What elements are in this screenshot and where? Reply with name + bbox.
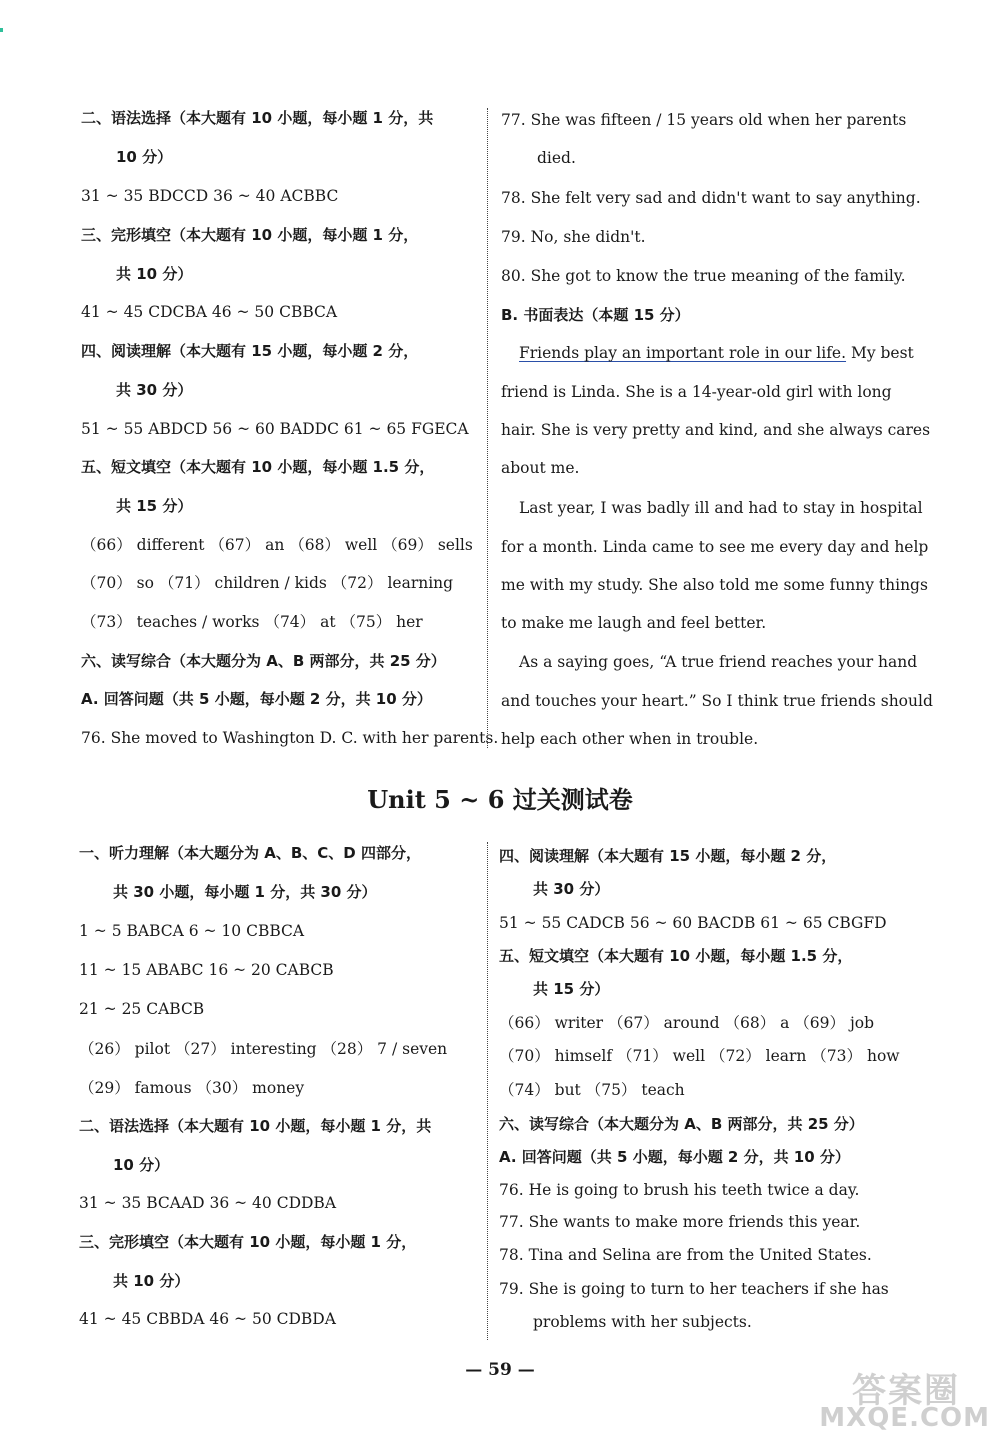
essay-line: to make me laugh and feel better. bbox=[501, 614, 767, 632]
answer-line: 76. She moved to Washington D. C. with her parents. bbox=[81, 729, 499, 747]
answer-line: 41 ~ 45 CBBDA 46 ~ 50 CDBDA bbox=[79, 1310, 336, 1328]
section-heading: 三、完形填空（本大题有 10 小题，每小题 1 分， bbox=[79, 1233, 417, 1251]
essay-line: hair. She is very pretty and kind, and she always cares bbox=[501, 421, 931, 439]
section-heading: 共 30 分） bbox=[116, 381, 193, 399]
essay-line: friend is Linda. She is a 14-year-old girl with long bbox=[501, 383, 892, 401]
section-heading: 四、阅读理解（本大题有 15 小题，每小题 2 分， bbox=[81, 342, 419, 360]
answer-line: （73） teaches / works （74） at （75） her bbox=[81, 613, 423, 631]
answer-line: 41 ~ 45 CDCBA 46 ~ 50 CBBCA bbox=[81, 303, 338, 321]
answer-line: （66） different （67） an （68） well （69） sells bbox=[81, 536, 473, 554]
answer-line: （74） but （75） teach bbox=[499, 1081, 685, 1099]
answer-line: 77. She was fifteen / 15 years old when her parents bbox=[501, 111, 907, 129]
answer-line: 31 ~ 35 BCAAD 36 ~ 40 CDDBA bbox=[79, 1194, 337, 1212]
answer-line: 78. She felt very sad and didn't want to say anything. bbox=[501, 189, 921, 207]
section-heading: 共 15 分） bbox=[533, 980, 610, 998]
answer-line: 79. No, she didn't. bbox=[501, 228, 646, 246]
unit-title: Unit 5 ~ 6 过关测试卷 bbox=[367, 785, 633, 814]
answer-line: 77. She wants to make more friends this year. bbox=[499, 1213, 861, 1231]
section-heading: 二、语法选择（本大题有 10 小题，每小题 1 分，共 bbox=[79, 1117, 432, 1135]
answer-line: 31 ~ 35 BDCCD 36 ~ 40 ACBBC bbox=[81, 187, 339, 205]
section-heading: 共 30 分） bbox=[533, 880, 610, 898]
section-heading: 共 10 分） bbox=[116, 265, 193, 283]
section-heading: 共 30 小题，每小题 1 分，共 30 分） bbox=[113, 883, 377, 901]
answer-line: problems with her subjects. bbox=[533, 1313, 752, 1331]
section-heading: 六、读写综合（本大题分为 A、B 两部分，共 25 分） bbox=[499, 1115, 864, 1133]
page-number: — 59 — bbox=[465, 1360, 535, 1380]
answer-line: died. bbox=[537, 149, 576, 167]
essay-topic-sentence: Friends play an important role in our life. bbox=[519, 344, 847, 362]
section-heading: 10 分） bbox=[113, 1156, 170, 1174]
watermark-top: 答案圈 bbox=[852, 1371, 960, 1411]
essay-line: As a saying goes, “A true friend reaches your hand bbox=[519, 653, 918, 671]
answer-line: 79. She is going to turn to her teachers if she has bbox=[499, 1280, 889, 1298]
section-heading: 三、完形填空（本大题有 10 小题，每小题 1 分， bbox=[81, 226, 419, 244]
watermark-logo bbox=[790, 1363, 990, 1433]
answer-line: （66） writer （67） around （68） a （69） job bbox=[499, 1014, 874, 1032]
answer-line: 80. She got to know the true meaning of the family. bbox=[501, 267, 906, 285]
answer-line: （29） famous （30） money bbox=[79, 1079, 305, 1097]
section-heading: 一、听力理解（本大题分为 A、B、C、D 四部分， bbox=[79, 844, 421, 862]
answer-line: 51 ~ 55 ABDCD 56 ~ 60 BADDC 61 ~ 65 FGECA bbox=[81, 420, 469, 438]
section-heading: 共 15 分） bbox=[116, 497, 193, 515]
section-heading: 10 分） bbox=[116, 148, 173, 166]
essay-line: help each other when in trouble. bbox=[501, 730, 759, 748]
section-heading: 五、短文填空（本大题有 10 小题，每小题 1.5 分， bbox=[81, 458, 435, 476]
essay-line-1 bbox=[519, 343, 914, 363]
essay-line: and touches your heart.” So I think true friends should bbox=[501, 692, 933, 710]
answer-line: 51 ~ 55 CADCB 56 ~ 60 BACDB 61 ~ 65 CBGFD bbox=[499, 914, 887, 932]
section-heading: 四、阅读理解（本大题有 15 小题，每小题 2 分， bbox=[499, 847, 837, 865]
essay-line: me with my study. She also told me some funny things bbox=[501, 576, 928, 594]
section-heading: 二、语法选择（本大题有 10 小题，每小题 1 分，共 bbox=[81, 109, 434, 127]
column-divider-top bbox=[487, 108, 488, 748]
answer-line: 11 ~ 15 ABABC 16 ~ 20 CABCB bbox=[79, 961, 334, 979]
essay-line: Last year, I was badly ill and had to stay in hospital bbox=[519, 499, 923, 517]
section-heading: A. 回答问题（共 5 小题，每小题 2 分，共 10 分） bbox=[499, 1148, 850, 1166]
section-heading: 共 10 分） bbox=[113, 1272, 190, 1290]
section-heading: 六、读写综合（本大题分为 A、B 两部分，共 25 分） bbox=[81, 652, 446, 670]
essay-line: about me. bbox=[501, 459, 580, 477]
answer-line: 21 ~ 25 CABCB bbox=[79, 1000, 205, 1018]
answer-line: （70） so （71） children / kids （72） learning bbox=[81, 574, 454, 592]
answer-line: 1 ~ 5 BABCA 6 ~ 10 CBBCA bbox=[79, 922, 305, 940]
section-heading: B. 书面表达（本题 15 分） bbox=[501, 306, 690, 324]
answer-line: （70） himself （71） well （72） learn （73） how bbox=[499, 1047, 900, 1065]
column-divider-bottom bbox=[487, 842, 488, 1340]
watermark-bottom: MXQE.COM bbox=[819, 1403, 990, 1433]
essay-line-1-rest: My best bbox=[846, 344, 914, 362]
answer-line: 76. He is going to brush his teeth twice a day. bbox=[499, 1181, 860, 1199]
answer-line: （26） pilot （27） interesting （28） 7 / seven bbox=[79, 1040, 448, 1058]
corner-mark bbox=[0, 28, 3, 32]
section-heading: 五、短文填空（本大题有 10 小题，每小题 1.5 分， bbox=[499, 947, 853, 965]
essay-line: for a month. Linda came to see me every day and help bbox=[501, 538, 929, 556]
section-heading: A. 回答问题（共 5 小题，每小题 2 分，共 10 分） bbox=[81, 690, 432, 708]
answer-line: 78. Tina and Selina are from the United States. bbox=[499, 1246, 872, 1264]
